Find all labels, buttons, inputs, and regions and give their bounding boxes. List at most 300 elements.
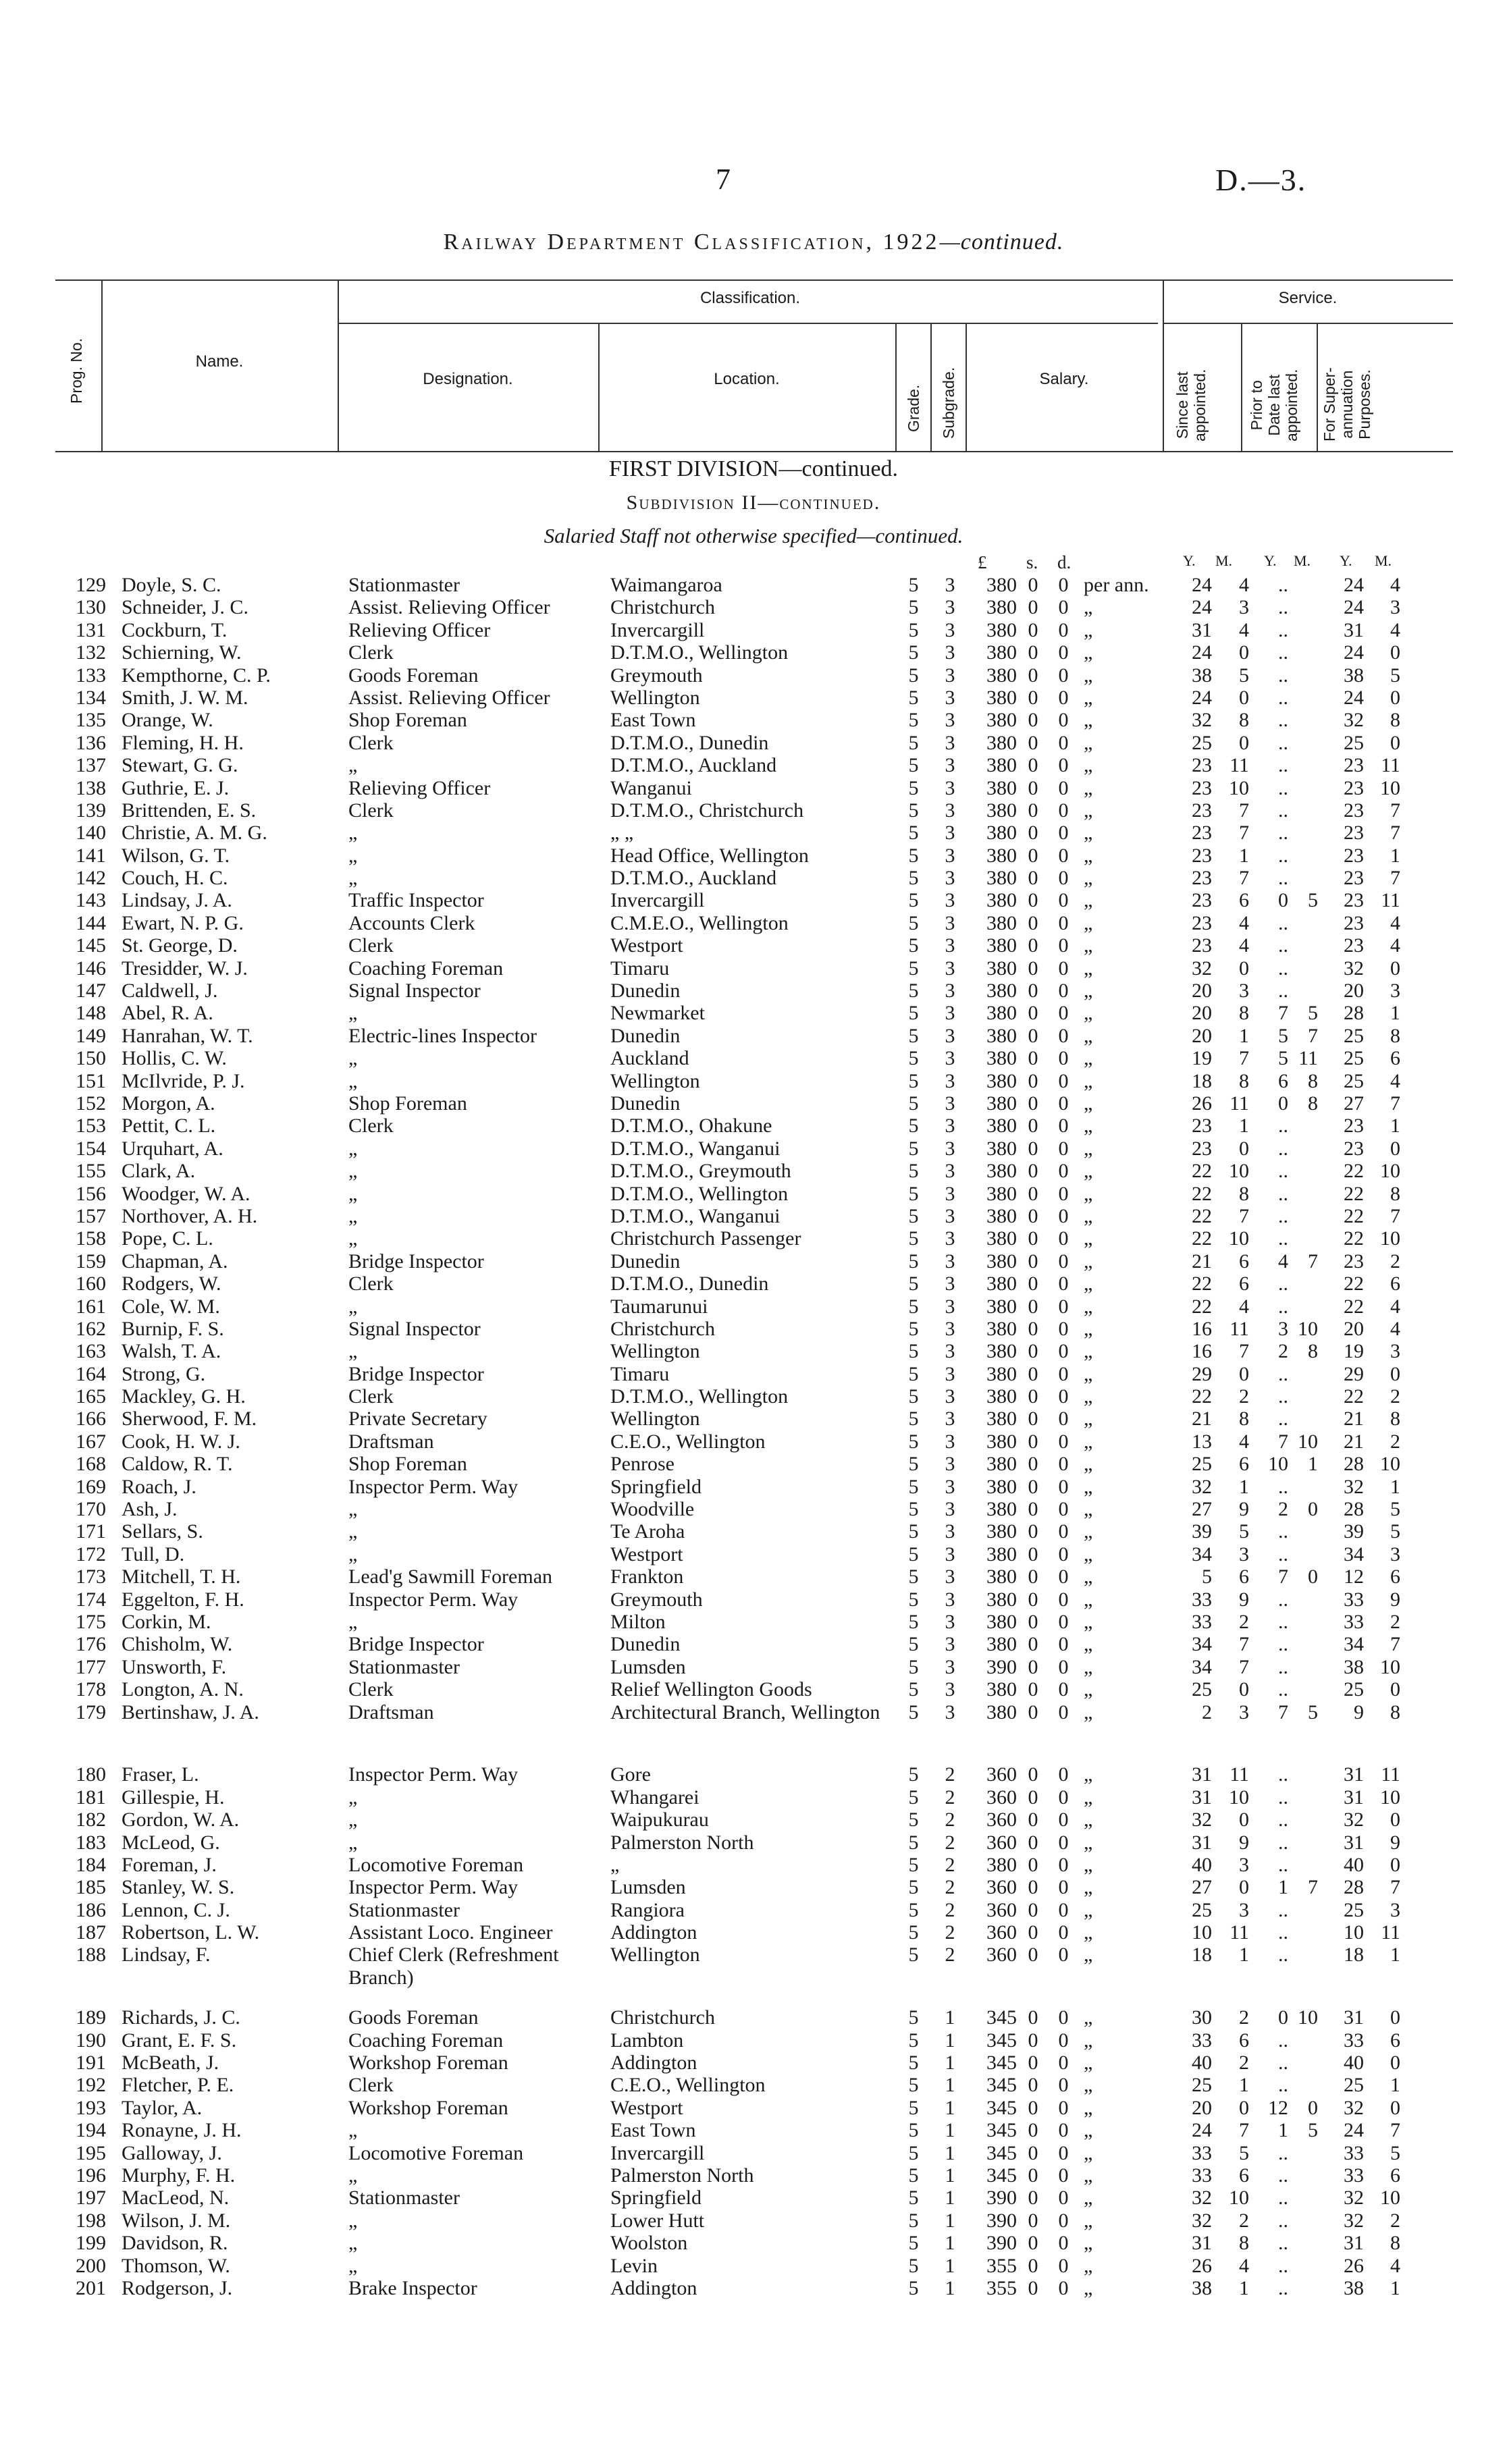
- prog-no-cell: 187: [76, 1921, 106, 1944]
- shillings-cell: 0: [1028, 1137, 1038, 1160]
- per-annum-cell: „: [1084, 1340, 1093, 1363]
- super-months-cell: 11: [1381, 889, 1400, 912]
- designation-cell: Coaching Foreman: [348, 957, 504, 980]
- super-months-cell: 3: [1390, 980, 1400, 1002]
- shillings-cell: 0: [1028, 1408, 1038, 1430]
- grade-cell: 5: [908, 1273, 919, 1295]
- name-cell: Davidson, R.: [122, 2232, 228, 2255]
- table-row: [0, 2119, 1507, 2141]
- prior-months-cell: 5: [1308, 1002, 1318, 1025]
- super-months-cell: 7: [1390, 1876, 1400, 1899]
- designation-cell: Electric-lines Inspector: [348, 1024, 537, 1047]
- table-row: [0, 596, 1507, 618]
- super-months-cell: 0: [1390, 731, 1400, 754]
- prior-months-cell: 11: [1298, 1047, 1318, 1070]
- subgrade-cell: 3: [945, 1115, 955, 1137]
- super-years-cell: 20: [1344, 980, 1364, 1002]
- prog-no-cell: 178: [76, 1678, 106, 1701]
- since-months-cell: 4: [1239, 574, 1249, 596]
- super-months-cell: 10: [1380, 776, 1400, 799]
- per-annum-cell: „: [1084, 1115, 1093, 1137]
- shillings-cell: 0: [1028, 2052, 1038, 2074]
- location-cell: Wellington: [610, 1944, 700, 1966]
- since-months-cell: 8: [1239, 2232, 1249, 2255]
- since-years-cell: 20: [1192, 1002, 1212, 1025]
- prior-years-cell: ..: [1278, 1633, 1288, 1656]
- salary-cell: 360: [986, 1763, 1017, 1786]
- unit-months-2: M.: [1294, 552, 1311, 569]
- table-row: [0, 1385, 1507, 1408]
- shillings-cell: 0: [1028, 1498, 1038, 1521]
- super-years-cell: 33: [1344, 2029, 1364, 2052]
- since-months-cell: 0: [1239, 1362, 1249, 1385]
- since-months-cell: 9: [1239, 1498, 1249, 1521]
- grade-cell: 5: [908, 844, 919, 867]
- designation-cell: Signal Inspector: [348, 980, 481, 1002]
- shillings-cell: 0: [1028, 2119, 1038, 2142]
- since-years-cell: 32: [1192, 1475, 1212, 1498]
- per-annum-cell: „: [1084, 1876, 1093, 1899]
- pence-cell: 0: [1058, 1853, 1069, 1876]
- since-years-cell: 23: [1192, 889, 1212, 912]
- salary-cell: 345: [986, 2096, 1017, 2119]
- table-row: [0, 664, 1507, 687]
- since-months-cell: 7: [1239, 799, 1249, 822]
- location-cell: D.T.M.O., Wanganui: [610, 1137, 781, 1160]
- location-cell: Wellington: [610, 1340, 700, 1363]
- since-months-cell: 7: [1239, 2119, 1249, 2142]
- salary-cell: 380: [986, 664, 1017, 687]
- per-annum-cell: „: [1084, 2052, 1093, 2074]
- name-cell: Rodgerson, J.: [122, 2276, 233, 2299]
- shillings-cell: 0: [1028, 1786, 1038, 1809]
- designation-cell: Relieving Officer: [348, 776, 491, 799]
- designation-cell: Relieving Officer: [348, 618, 491, 641]
- shillings-cell: 0: [1028, 1069, 1038, 1092]
- super-years-cell: 25: [1344, 1047, 1364, 1070]
- prior-months-cell: 1: [1308, 1453, 1318, 1476]
- prog-no-cell: 140: [76, 822, 106, 845]
- prog-no-cell: 156: [76, 1182, 106, 1205]
- prog-no-cell: 193: [76, 2096, 106, 2119]
- name-cell: Caldow, R. T.: [122, 1453, 233, 1476]
- name-cell: Gillespie, H.: [122, 1786, 225, 1809]
- designation-cell: „: [348, 1831, 358, 1854]
- designation-cell: Brake Inspector: [348, 2276, 477, 2299]
- since-years-cell: 25: [1192, 1453, 1212, 1476]
- salary-cell: 380: [986, 911, 1017, 934]
- subgrade-cell: 3: [945, 1295, 955, 1318]
- location-cell: Dunedin: [610, 980, 681, 1002]
- table-row: [0, 1656, 1507, 1678]
- table-row: [0, 1876, 1507, 1898]
- since-months-cell: 10: [1229, 1786, 1249, 1809]
- subgrade-cell: 1: [945, 2276, 955, 2299]
- super-months-cell: 4: [1390, 1295, 1400, 1318]
- super-months-cell: 0: [1390, 2006, 1400, 2029]
- prog-no-cell: 136: [76, 731, 106, 754]
- prior-years-cell: 0: [1278, 1092, 1288, 1115]
- pence-cell: 0: [1058, 1092, 1069, 1115]
- shillings-cell: 0: [1028, 1655, 1038, 1678]
- shillings-cell: 0: [1028, 1340, 1038, 1363]
- super-years-cell: 26: [1344, 2254, 1364, 2277]
- per-annum-cell: „: [1084, 1921, 1093, 1944]
- since-months-cell: 9: [1239, 1831, 1249, 1854]
- since-months-cell: 7: [1239, 867, 1249, 890]
- name-cell: Fletcher, P. E.: [122, 2074, 234, 2097]
- location-cell: Addington: [610, 2276, 697, 2299]
- prior-years-cell: ..: [1278, 754, 1288, 777]
- grade-cell: 5: [908, 1453, 919, 1476]
- grade-cell: 5: [908, 1385, 919, 1408]
- designation-cell: Clerk: [348, 799, 394, 822]
- since-years-cell: 27: [1192, 1876, 1212, 1899]
- super-years-cell: 32: [1344, 709, 1364, 732]
- since-months-cell: 7: [1239, 1633, 1249, 1656]
- since-months-cell: 5: [1239, 664, 1249, 687]
- shillings-cell: 0: [1028, 618, 1038, 641]
- since-months-cell: 2: [1239, 2006, 1249, 2029]
- pence-cell: 0: [1058, 1786, 1069, 1809]
- super-months-cell: 4: [1390, 1069, 1400, 1092]
- location-cell: Timaru: [610, 957, 670, 980]
- shillings-cell: 0: [1028, 1430, 1038, 1453]
- prog-no-cell: 169: [76, 1475, 106, 1498]
- per-annum-cell: „: [1084, 1898, 1093, 1921]
- since-months-cell: 4: [1239, 1295, 1249, 1318]
- name-cell: Stewart, G. G.: [122, 754, 238, 777]
- table-row: [0, 1498, 1507, 1520]
- prior-years-cell: ..: [1278, 618, 1288, 641]
- unit-shillings: s.: [1026, 552, 1038, 572]
- prog-no-cell: 184: [76, 1853, 106, 1876]
- designation-cell: Lead'g Sawmill Foreman: [348, 1565, 553, 1588]
- grade-cell: 5: [908, 664, 919, 687]
- per-annum-cell: „: [1084, 1786, 1093, 1809]
- location-cell: Whangarei: [610, 1786, 699, 1809]
- super-years-cell: 28: [1344, 1453, 1364, 1476]
- per-annum-cell: „: [1084, 1273, 1093, 1295]
- per-annum-cell: „: [1084, 1655, 1093, 1678]
- location-cell: D.T.M.O., Ohakune: [610, 1115, 772, 1137]
- name-cell: Brittenden, E. S.: [122, 799, 257, 822]
- designation-cell: Goods Foreman: [348, 2006, 479, 2029]
- per-annum-cell: „: [1084, 1137, 1093, 1160]
- grade-cell: 5: [908, 957, 919, 980]
- designation-cell: „: [348, 1227, 358, 1250]
- subgrade-cell: 3: [945, 686, 955, 709]
- super-years-cell: 25: [1344, 1024, 1364, 1047]
- name-cell: Strong, G.: [122, 1362, 206, 1385]
- shillings-cell: 0: [1028, 1763, 1038, 1786]
- location-cell: East Town: [610, 2119, 696, 2142]
- prior-years-cell: ..: [1278, 1137, 1288, 1160]
- since-months-cell: 5: [1239, 2141, 1249, 2164]
- super-years-cell: 22: [1344, 1295, 1364, 1318]
- grade-cell: 5: [908, 1182, 919, 1205]
- since-months-cell: 6: [1239, 2029, 1249, 2052]
- salary-cell: 380: [986, 1250, 1017, 1273]
- super-years-cell: 38: [1344, 664, 1364, 687]
- grade-cell: 5: [908, 1137, 919, 1160]
- grade-cell: 5: [908, 686, 919, 709]
- prog-no-cell: 186: [76, 1898, 106, 1921]
- subgrade-cell: 3: [945, 1362, 955, 1385]
- table-row: [0, 1160, 1507, 1182]
- subgrade-cell: 3: [945, 1250, 955, 1273]
- prog-no-cell: 153: [76, 1115, 106, 1137]
- name-cell: Doyle, S. C.: [122, 574, 221, 596]
- per-annum-cell: „: [1084, 980, 1093, 1002]
- grade-cell: 5: [908, 1317, 919, 1340]
- table-row: [0, 1183, 1507, 1205]
- since-months-cell: 7: [1239, 1655, 1249, 1678]
- shillings-cell: 0: [1028, 2276, 1038, 2299]
- since-years-cell: 31: [1192, 618, 1212, 641]
- subgrade-cell: 1: [945, 2232, 955, 2255]
- designation-cell: „: [348, 1786, 358, 1809]
- prog-no-cell: 131: [76, 618, 106, 641]
- unit-pence: d.: [1057, 552, 1072, 572]
- salary-cell: 380: [986, 1160, 1017, 1183]
- shillings-cell: 0: [1028, 1227, 1038, 1250]
- pence-cell: 0: [1058, 799, 1069, 822]
- location-cell: Westport: [610, 934, 683, 957]
- designation-cell: „: [348, 2209, 358, 2232]
- shillings-cell: 0: [1028, 1295, 1038, 1318]
- prog-no-cell: 135: [76, 709, 106, 732]
- since-months-cell: 1: [1239, 1115, 1249, 1137]
- super-months-cell: 0: [1390, 1809, 1400, 1831]
- since-years-cell: 23: [1192, 776, 1212, 799]
- shillings-cell: 0: [1028, 754, 1038, 777]
- shillings-cell: 0: [1028, 1610, 1038, 1633]
- super-months-cell: 4: [1390, 911, 1400, 934]
- since-years-cell: 23: [1192, 754, 1212, 777]
- location-cell: Relief Wellington Goods: [610, 1678, 812, 1701]
- per-annum-cell: „: [1084, 1678, 1093, 1701]
- prior-years-cell: 3: [1278, 1317, 1288, 1340]
- prog-no-cell: 180: [76, 1763, 106, 1786]
- shillings-cell: 0: [1028, 1898, 1038, 1921]
- table-row: [0, 845, 1507, 867]
- per-annum-cell: „: [1084, 2232, 1093, 2255]
- super-years-cell: 24: [1344, 686, 1364, 709]
- subgrade-cell: 3: [945, 1453, 955, 1476]
- pence-cell: 0: [1058, 664, 1069, 687]
- super-months-cell: 0: [1390, 686, 1400, 709]
- per-annum-cell: „: [1084, 1853, 1093, 1876]
- super-months-cell: 2: [1390, 1430, 1400, 1453]
- designation-cell: „: [348, 1047, 358, 1070]
- header-service: Service.: [1278, 289, 1338, 307]
- salary-cell: 380: [986, 1453, 1017, 1476]
- pence-cell: 0: [1058, 1944, 1069, 1966]
- unit-pound: £: [978, 552, 987, 572]
- table-row: [0, 1944, 1507, 1989]
- salary-cell: 380: [986, 1475, 1017, 1498]
- prog-no-cell: 129: [76, 574, 106, 596]
- super-months-cell: 0: [1390, 1137, 1400, 1160]
- prior-years-cell: ..: [1278, 1115, 1288, 1137]
- grade-cell: 5: [908, 1295, 919, 1318]
- subgrade-cell: 1: [945, 2164, 955, 2187]
- super-months-cell: 10: [1380, 1453, 1400, 1476]
- salary-cell: 380: [986, 686, 1017, 709]
- subgrade-cell: 2: [945, 1831, 955, 1854]
- pence-cell: 0: [1058, 2164, 1069, 2187]
- super-months-cell: 0: [1390, 1362, 1400, 1385]
- name-cell: Northover, A. H.: [122, 1204, 258, 1227]
- page-number: 7: [716, 163, 731, 196]
- shillings-cell: 0: [1028, 2029, 1038, 2052]
- since-years-cell: 16: [1192, 1317, 1212, 1340]
- prog-no-cell: 147: [76, 980, 106, 1002]
- since-years-cell: 23: [1192, 844, 1212, 867]
- salary-cell: 360: [986, 1809, 1017, 1831]
- since-years-cell: 24: [1192, 574, 1212, 596]
- subgrade-cell: 3: [945, 1024, 955, 1047]
- super-years-cell: 19: [1344, 1340, 1364, 1363]
- prior-years-cell: ..: [1278, 709, 1288, 732]
- subgrade-cell: 1: [945, 2254, 955, 2277]
- location-cell: Woodville: [610, 1498, 695, 1521]
- grade-cell: 5: [908, 1498, 919, 1521]
- since-months-cell: 1: [1239, 1024, 1249, 1047]
- since-years-cell: 23: [1192, 911, 1212, 934]
- name-cell: Lennon, C. J.: [122, 1898, 230, 1921]
- name-cell: Murphy, F. H.: [122, 2164, 236, 2187]
- prior-months-cell: 8: [1308, 1092, 1318, 1115]
- name-cell: Longton, A. N.: [122, 1678, 244, 1701]
- pence-cell: 0: [1058, 1002, 1069, 1025]
- super-months-cell: 9: [1390, 1831, 1400, 1854]
- grade-cell: 5: [908, 776, 919, 799]
- name-cell: Hanrahan, W. T.: [122, 1024, 253, 1047]
- location-cell: D.T.M.O., Auckland: [610, 867, 777, 890]
- name-cell: Smith, J. W. M.: [122, 686, 248, 709]
- super-months-cell: 5: [1390, 1520, 1400, 1543]
- subgrade-cell: 3: [945, 1633, 955, 1656]
- location-cell: Frankton: [610, 1565, 684, 1588]
- prog-no-cell: 177: [76, 1655, 106, 1678]
- table-row: [0, 2006, 1507, 2029]
- prog-no-cell: 167: [76, 1430, 106, 1453]
- since-years-cell: 32: [1192, 1809, 1212, 1831]
- super-months-cell: 0: [1390, 2052, 1400, 2074]
- salary-cell: 380: [986, 1092, 1017, 1115]
- grade-cell: 5: [908, 1250, 919, 1273]
- designation-cell: Clerk: [348, 1273, 394, 1295]
- grade-cell: 5: [908, 822, 919, 845]
- prog-no-cell: 171: [76, 1520, 106, 1543]
- super-months-cell: 2: [1390, 1385, 1400, 1408]
- super-years-cell: 23: [1344, 776, 1364, 799]
- super-years-cell: 32: [1344, 1809, 1364, 1831]
- header-superannuation: For Super- annuation Purposes.: [1321, 367, 1373, 441]
- per-annum-cell: „: [1084, 2074, 1093, 2097]
- since-months-cell: 7: [1239, 1047, 1249, 1070]
- per-annum-cell: per ann.: [1084, 574, 1149, 596]
- super-years-cell: 25: [1344, 1898, 1364, 1921]
- since-years-cell: 22: [1192, 1204, 1212, 1227]
- salary-cell: 380: [986, 641, 1017, 664]
- super-months-cell: 1: [1390, 1002, 1400, 1025]
- since-years-cell: 27: [1192, 1498, 1212, 1521]
- prior-years-cell: ..: [1278, 1944, 1288, 1966]
- salary-cell: 380: [986, 1385, 1017, 1408]
- per-annum-cell: „: [1084, 618, 1093, 641]
- shillings-cell: 0: [1028, 709, 1038, 732]
- subgrade-cell: 3: [945, 1182, 955, 1205]
- salary-cell: 380: [986, 867, 1017, 890]
- location-cell: Greymouth: [610, 1588, 703, 1611]
- grade-cell: 5: [908, 2052, 919, 2074]
- since-years-cell: 32: [1192, 957, 1212, 980]
- super-months-cell: 0: [1390, 2096, 1400, 2119]
- since-years-cell: 20: [1192, 980, 1212, 1002]
- super-months-cell: 2: [1390, 1610, 1400, 1633]
- header-location: Location.: [714, 370, 780, 388]
- shillings-cell: 0: [1028, 574, 1038, 596]
- super-years-cell: 39: [1344, 1520, 1364, 1543]
- super-years-cell: 23: [1344, 934, 1364, 957]
- pence-cell: 0: [1058, 934, 1069, 957]
- pence-cell: 0: [1058, 822, 1069, 845]
- salary-cell: 380: [986, 776, 1017, 799]
- since-months-cell: 7: [1239, 1204, 1249, 1227]
- salary-cell: 380: [986, 574, 1017, 596]
- since-years-cell: 22: [1192, 1160, 1212, 1183]
- table-row: [0, 957, 1507, 980]
- per-annum-cell: „: [1084, 2254, 1093, 2277]
- per-annum-cell: „: [1084, 1543, 1093, 1565]
- designation-cell: Stationmaster: [348, 574, 460, 596]
- name-cell: McBeath, J.: [122, 2052, 219, 2074]
- designation-cell: „: [348, 1543, 358, 1565]
- salary-cell: 380: [986, 754, 1017, 777]
- super-years-cell: 9: [1354, 1700, 1364, 1723]
- table-row: [0, 2209, 1507, 2232]
- super-years-cell: 31: [1344, 1763, 1364, 1786]
- table-row: [0, 641, 1507, 664]
- grade-cell: 5: [908, 1944, 919, 1966]
- salary-cell: 345: [986, 2164, 1017, 2187]
- shillings-cell: 0: [1028, 1565, 1038, 1588]
- name-cell: Couch, H. C.: [122, 867, 228, 890]
- subgrade-cell: 3: [945, 1498, 955, 1521]
- name-cell: Orange, W.: [122, 709, 213, 732]
- table-row: [0, 1565, 1507, 1588]
- subgrade-cell: 3: [945, 596, 955, 619]
- name-cell: Gordon, W. A.: [122, 1809, 240, 1831]
- designation-cell: Locomotive Foreman: [348, 2141, 524, 2164]
- super-years-cell: 24: [1344, 574, 1364, 596]
- pence-cell: 0: [1058, 1273, 1069, 1295]
- salary-cell: 380: [986, 1520, 1017, 1543]
- prog-no-cell: 165: [76, 1385, 106, 1408]
- subgrade-cell: 3: [945, 1317, 955, 1340]
- designation-cell: Clerk: [348, 1115, 394, 1137]
- prog-no-cell: 181: [76, 1786, 106, 1809]
- prog-no-cell: 132: [76, 641, 106, 664]
- per-annum-cell: „: [1084, 1831, 1093, 1854]
- since-months-cell: 11: [1230, 1763, 1249, 1786]
- subgrade-cell: 2: [945, 1809, 955, 1831]
- pence-cell: 0: [1058, 1763, 1069, 1786]
- prior-years-cell: ..: [1278, 1204, 1288, 1227]
